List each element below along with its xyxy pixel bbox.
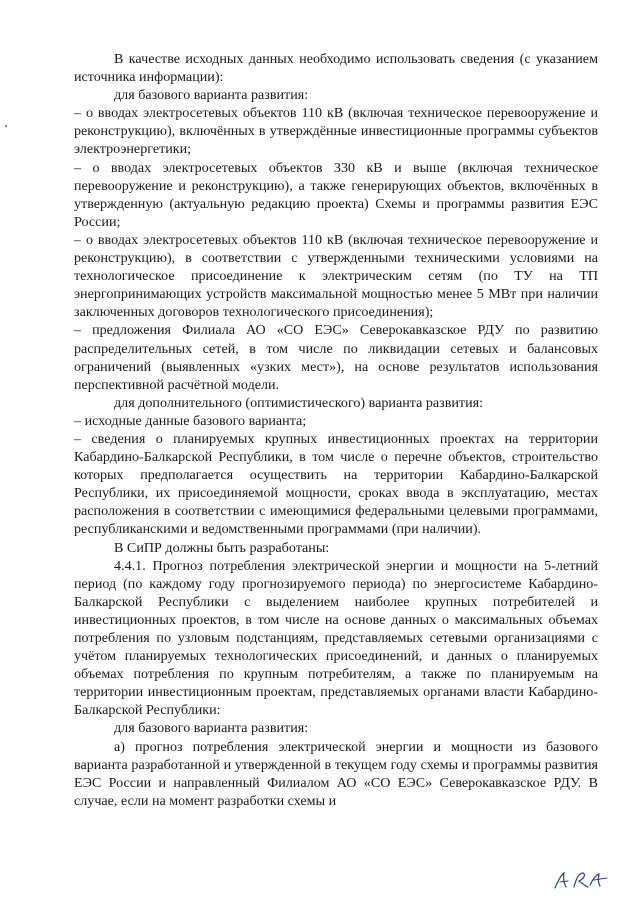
list-item: – исходные данные базового варианта; (74, 412, 307, 429)
paragraph: В качестве исходных данных необходимо использовать сведения (с указанием источника информации): (74, 51, 598, 86)
list-item: – предложения Филиала АО «СО ЕЭС» Северокавказское РДУ по развитию распределительных сетей, в том числе по ликвидации сетевых и балансовых ограничений (выявленных «узких мест»), на основе результатов использования перспективной расчётной модели. (74, 322, 598, 393)
list-item: – сведения о планируемых крупных инвестиционных проектах на территории Кабардино-Балкарской Республики, в том числе о перечне объектов, строительство которых предполагается осуществить на территории Кабардино-Балкарской Республики, их присоединяемой мощности, сроках ввода в эксплуатацию, местах расположения в соответствии с имеющимися федеральными целевыми программами, республиканскими и ведомственными программами (при наличии). (74, 430, 598, 538)
paragraph: для базового варианта развития: (114, 720, 309, 737)
list-item: – о вводах электросетевых объектов 330 кВ и выше (включая техническое перевооружение и реконструкцию), а также генерирующих объектов, включённых в утвержденную (актуальную редакцию проекта) Схемы и программы развития ЕЭС России; (74, 159, 598, 230)
document-body (74, 50, 598, 810)
paragraph: для базового варианта развития: (114, 87, 309, 104)
section-paragraph: 4.4.1. Прогноз потребления электрической энергии и мощности на 5-летний период (по каждому году прогнозируемого периода) по энергосистеме Кабардино-Балкарской Республики с выделением наиболее крупных потребителей и инвестиционных проектов, в том числе на основе данных о максимальных объемах потребления по узловым подстанциям, представляемых сетевыми организациями с учётом планируемых технологических присоединений, и данных о планируемых объемах потребления по крупным потребителям, а также по планируемым на территории инвестиционным проектам, представляемых органами власти Кабардино-Балкарской Республики: (74, 557, 598, 719)
scan-speck (5, 125, 7, 127)
paragraph: а) прогноз потребления электрической энергии и мощности из базового варианта разработанной и утвержденной в текущем году схемы и программы развития ЕЭС России и направленный Филиалом АО «СО ЕЭС» Северокавказское РДУ. В случае, если на момент разработки схемы и (74, 738, 598, 809)
handwritten-signature (552, 869, 610, 891)
list-item: – о вводах электросетевых объектов 110 кВ (включая техническое перевооружение и реконструкцию), в соответствии с утвержденными техническими условиями на технологическое присоединение к электрическим сетям (по ТУ на ТП энергопринимающих устройств максимальной мощностью менее 5 МВт при наличии заключенных договоров технологического присоединения); (74, 231, 598, 321)
list-item: – о вводах электросетевых объектов 110 кВ (включая техническое перевооружение и реконструкцию), включённых в утверждённые инвестиционные программы субъектов электроэнергетики; (74, 105, 598, 158)
paragraph: В СиПР должны быть разработаны: (114, 539, 330, 556)
paragraph: для дополнительного (оптимистического) варианта развития: (114, 394, 484, 411)
